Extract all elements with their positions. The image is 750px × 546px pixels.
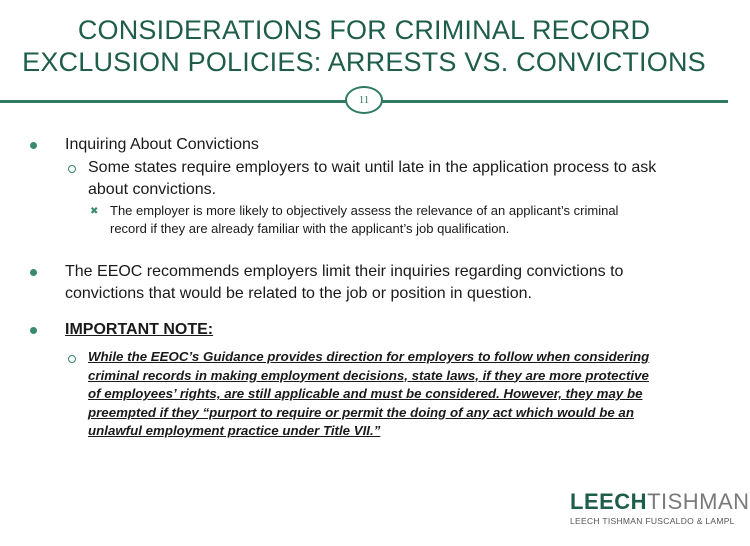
logo-part-tishman: TISHMAN: [647, 489, 750, 514]
slide-title: [20, 14, 708, 78]
bullet-eeoc-line-1: The EEOC recommends employers limit their inquiries regarding convictions to: [65, 263, 624, 280]
note-line-1: While the EEOC’s Guidance provides direction for employers to follow when considering: [88, 349, 650, 364]
bullet-eeoc-line-2: convictions that would be related to the job or position in question.: [65, 285, 532, 302]
bullet-important-note: IMPORTANT NOTE:: [65, 321, 214, 338]
logo-part-leech: LEECH: [570, 489, 648, 514]
title-line-1: CONSIDERATIONS FOR CRIMINAL RECORD: [77, 15, 651, 45]
note-line-3: of employees’ rights, are still applicable and must be considered. However, they may be: [88, 386, 643, 401]
bullet-dot-icon: [30, 327, 37, 334]
sub-sub-bullet-employer-line-2: record if they are already familiar with the applicant’s job qualification.: [110, 221, 510, 236]
sub-bullet-states-line-1: Some states require employers to wait until late in the application process to ask: [88, 159, 657, 176]
logo-subtitle: LEECH TISHMAN FUSCALDO & LAMPL: [570, 516, 735, 526]
sub-bullet-states-line-2: about convictions.: [88, 181, 217, 198]
sub-sub-bullet-employer-line-1: The employer is more likely to objectively assess the relevance of an applicant’s criminal: [110, 203, 619, 218]
note-line-4: preempted if they “purport to require or permit the doing of any act which would be an: [88, 404, 634, 420]
bullet-inquiring-about-convictions: Inquiring About Convictions: [65, 136, 259, 153]
bullet-ring-icon: [68, 355, 76, 363]
page-number-badge: 11: [345, 86, 383, 114]
note-line-2: criminal records in making employment decisions, state laws, if they are more protective: [88, 367, 649, 383]
bullet-dot-icon: [30, 269, 37, 276]
logo-wordmark: [570, 489, 750, 514]
bullet-ring-icon: [68, 165, 76, 173]
bullet-x-icon: ✖: [90, 206, 99, 217]
bullet-dot-icon: [30, 142, 37, 149]
note-line-5: unlawful employment practice under Title VII.”: [88, 423, 381, 438]
title-line-2: EXCLUSION POLICIES: ARRESTS VS. CONVICTIONS: [22, 47, 706, 77]
firm-logo: [570, 489, 750, 527]
